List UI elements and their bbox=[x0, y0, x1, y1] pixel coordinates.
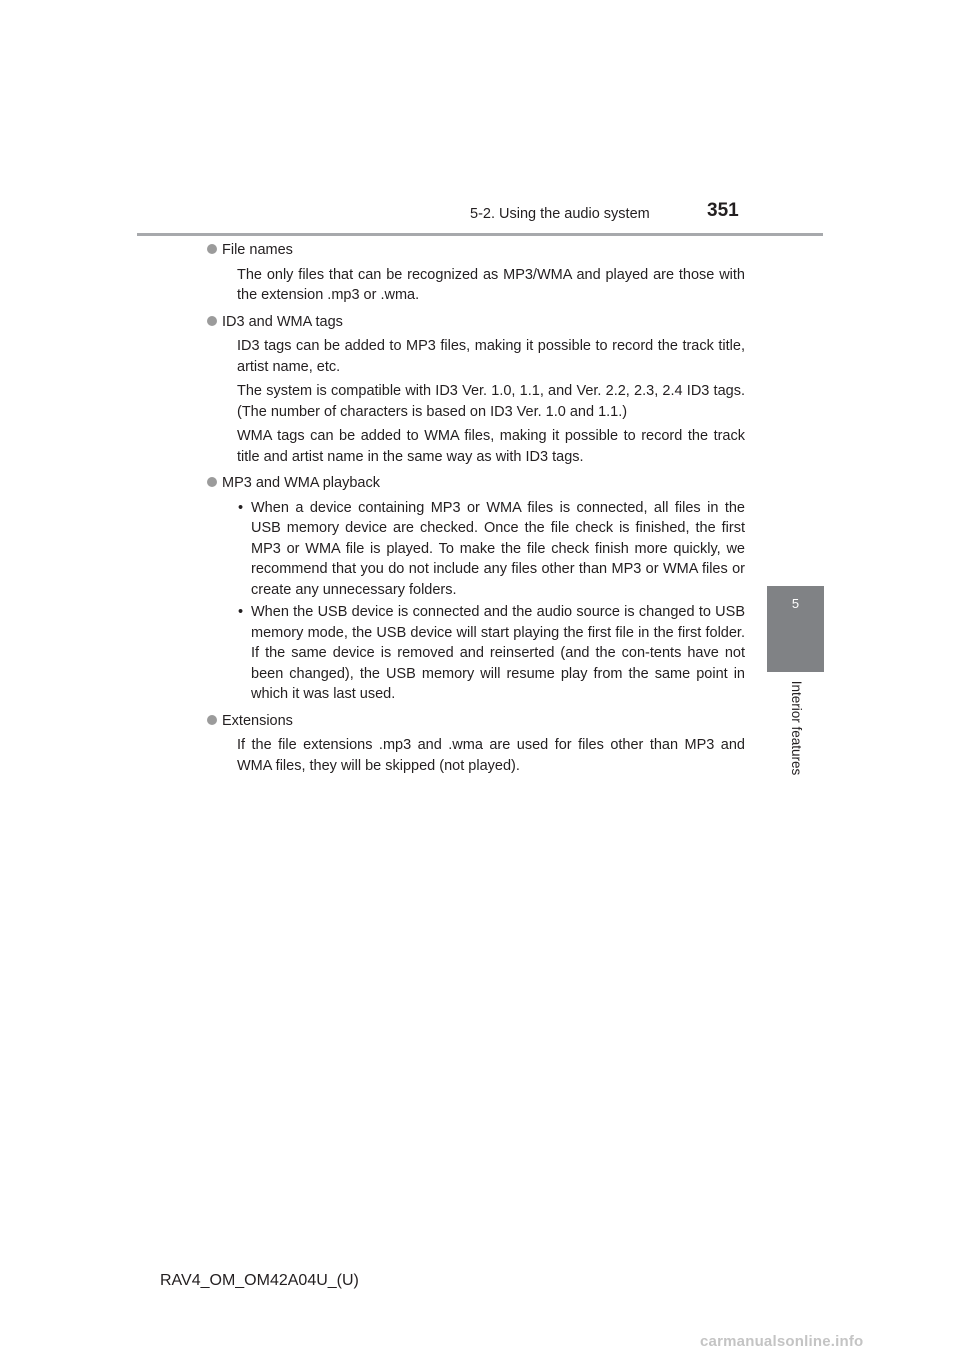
section-heading bbox=[207, 711, 745, 732]
paragraph: WMA tags can be added to WMA files, making it possible to record the track title and artist name in the same way as with ID3 tags. bbox=[237, 428, 745, 465]
section-heading-text: Extensions bbox=[222, 712, 293, 729]
list-item-text: When a device containing MP3 or WMA files is connected, all files in the USB memory device are checked. Once the file check is finished, the first MP3 or WMA file is played. To make the file check finish more quickly, we recommend that you do not include any files other than MP3 or WMA files or create any unnecessary folders. bbox=[251, 499, 745, 598]
list-item-text: When the USB device is connected and the audio source is changed to USB memory mode, the USB device will start playing the first file in the first folder. If the same device is removed and reinserted (and the con-tents have not been changed), the USB memory will resume play from the same point in which it was last used. bbox=[251, 604, 745, 702]
section-heading bbox=[207, 312, 745, 333]
section-mp3-wma-playback bbox=[222, 473, 745, 705]
page-content bbox=[222, 240, 745, 782]
list-item bbox=[238, 602, 745, 705]
list-bullet: • bbox=[238, 499, 244, 516]
section-heading-text: File names bbox=[222, 242, 293, 258]
watermark: carmanualsonline.info bbox=[700, 1333, 864, 1350]
section-heading bbox=[207, 473, 745, 494]
header-divider bbox=[137, 233, 823, 236]
page-number: 351 bbox=[707, 200, 739, 221]
document-code: RAV4_OM_OM42A04U_(U) bbox=[160, 1272, 359, 1289]
section-heading bbox=[207, 240, 745, 261]
bullet-dot-icon bbox=[207, 316, 217, 326]
section-extensions bbox=[222, 711, 745, 777]
paragraph: The only files that can be recognized as MP3/WMA and played are those with the extension .mp3 or .wma. bbox=[237, 266, 745, 303]
section-heading-text: MP3 and WMA playback bbox=[222, 475, 380, 491]
bullet-dot-icon bbox=[207, 477, 217, 487]
bullet-dot-icon bbox=[207, 715, 217, 725]
list-bullet: • bbox=[238, 604, 244, 620]
paragraph: The system is compatible with ID3 Ver. 1.0, 1.1, and Ver. 2.2, 2.3, 2.4 ID3 tags. (The number of characters is based on ID3 Ver. 1.0 and 1.1.) bbox=[237, 383, 745, 420]
running-header-section: 5-2. Using the audio system bbox=[470, 206, 650, 222]
section-heading-text: ID3 and WMA tags bbox=[222, 313, 343, 330]
chapter-title: Interior features bbox=[789, 680, 804, 776]
section-file-names bbox=[222, 240, 745, 306]
paragraph: ID3 tags can be added to MP3 files, making it possible to record the track title, artist name, etc. bbox=[237, 338, 745, 375]
chapter-number: 5 bbox=[791, 596, 800, 611]
section-id3-wma-tags bbox=[222, 312, 745, 468]
list-item bbox=[238, 498, 745, 601]
bullet-dot-icon bbox=[207, 244, 217, 254]
paragraph: If the file extensions .mp3 and .wma are used for files other than MP3 and WMA files, they will be skipped (not played). bbox=[237, 737, 745, 774]
